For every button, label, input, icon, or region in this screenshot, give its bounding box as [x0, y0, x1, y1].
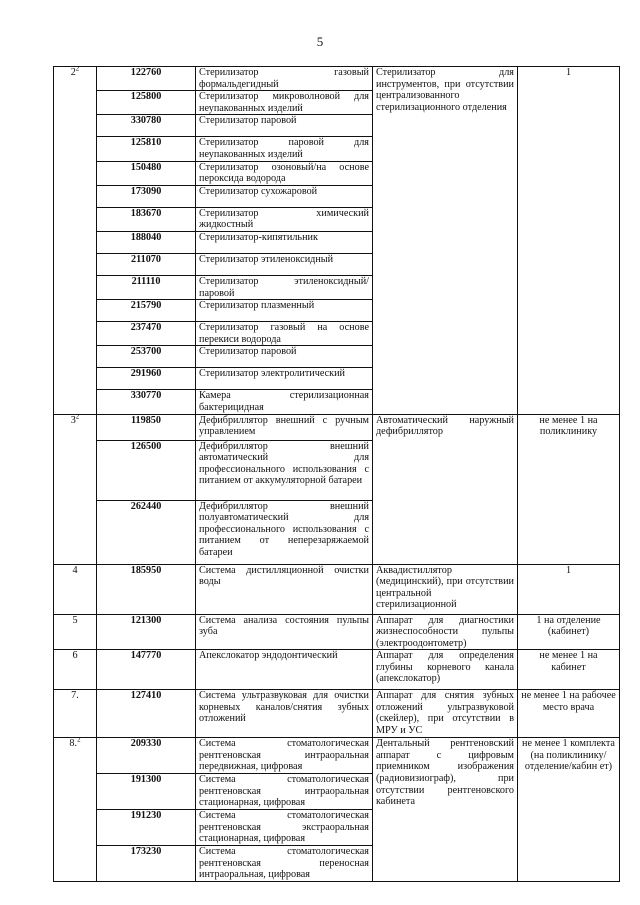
table-row [54, 67, 620, 91]
equipment-code: 185950 [97, 564, 196, 614]
equipment-code: 125810 [97, 137, 196, 161]
equipment-code: 262440 [97, 500, 196, 564]
row-number [54, 738, 97, 882]
equipment-name: Стерилизатор газовый формальдегидный [196, 67, 373, 91]
equipment-code: 330770 [97, 390, 196, 414]
equipment-requirement: Аппарат для снятия зубных отложений ультразвуковой (скейлер), при отсутствии в МРУ и УС [373, 690, 518, 738]
page-number: 5 [316, 34, 324, 49]
row-number [54, 414, 97, 564]
equipment-quantity: 1 [518, 564, 620, 614]
equipment-name: Стерилизатор плазменный [196, 300, 373, 322]
equipment-name: Система стоматологическая рентгеновская экстраоральная стационарная, цифровая [196, 810, 373, 846]
equipment-code: 119850 [97, 414, 196, 440]
equipment-code: 173230 [97, 846, 196, 882]
table-row [54, 564, 620, 614]
equipment-code: 330780 [97, 115, 196, 137]
equipment-name: Стерилизатор паровой для неупакованных изделий [196, 137, 373, 161]
equipment-code: 147770 [97, 650, 196, 690]
table-row [54, 614, 620, 650]
equipment-requirement: Аквадистиллятор (медицинский), при отсутствии центральной стерилизационной [373, 564, 518, 614]
equipment-name: Система ультразвуковая для очистки корневых каналов/снятия зубных отложений [196, 690, 373, 738]
equipment-name: Система дистилляционной очистки воды [196, 564, 373, 614]
equipment-quantity: не менее 1 на кабинет [518, 650, 620, 690]
equipment-name: Стерилизатор химический жидкостный [196, 207, 373, 231]
row-number [54, 614, 97, 650]
equipment-name: Система стоматологическая рентгеновская переносная интраоральная, цифровая [196, 846, 373, 882]
equipment-requirement: Стерилизатор для инструментов, при отсутствии централизованного стерилизационного отделения [373, 67, 518, 415]
footnote-mark: 2 [77, 737, 81, 744]
equipment-name: Стерилизатор этиленоксидный [196, 253, 373, 275]
equipment-quantity: 1 [518, 67, 620, 415]
equipment-code: 122760 [97, 67, 196, 91]
equipment-quantity: не менее 1 комплекта (на поликлинику/ отделение/кабин ет) [518, 738, 620, 882]
equipment-name: Стерилизатор газовый на основе перекиси водорода [196, 322, 373, 346]
equipment-table [53, 66, 620, 882]
row-number [54, 650, 97, 690]
equipment-name: Дефибриллятор внешний полуавтоматический для профессионального использования с питанием от неперезаряжаемой батареи [196, 500, 373, 564]
equipment-name: Стерилизатор паровой [196, 346, 373, 368]
footnote-mark: 2 [75, 66, 80, 73]
equipment-code: 125800 [97, 91, 196, 115]
equipment-code: 237470 [97, 322, 196, 346]
equipment-name: Дефибриллятор внешний с ручным управлением [196, 414, 373, 440]
equipment-name: Стерилизатор сухожаровой [196, 185, 373, 207]
equipment-name: Стерилизатор этиленоксидный/паровой [196, 275, 373, 299]
equipment-requirement: Аппарат для определения глубины корневого канала (апекслокатор) [373, 650, 518, 690]
equipment-name: Стерилизатор электролитический [196, 368, 373, 390]
table-row [54, 690, 620, 738]
equipment-code: 209330 [97, 738, 196, 774]
equipment-code: 291960 [97, 368, 196, 390]
equipment-quantity: 1 на отделение (кабинет) [518, 614, 620, 650]
row-number [54, 67, 97, 415]
equipment-name: Стерилизатор паровой [196, 115, 373, 137]
equipment-name: Стерилизатор озоновый/на основе пероксида водорода [196, 161, 373, 185]
table-row [54, 414, 620, 440]
equipment-name: Дефибриллятор внешний автоматический для профессионального использования с питанием от аккумуляторной батареи [196, 440, 373, 500]
equipment-code: 191230 [97, 810, 196, 846]
equipment-name: Система стоматологическая рентгеновская интраоральная стационарная, цифровая [196, 774, 373, 810]
row-number-text: 8. [69, 738, 78, 750]
equipment-code: 188040 [97, 231, 196, 253]
equipment-code: 183670 [97, 207, 196, 231]
equipment-code: 150480 [97, 161, 196, 185]
equipment-code: 211110 [97, 275, 196, 299]
row-number-text: 7. [71, 690, 79, 702]
table-row [54, 738, 620, 774]
row-number [54, 564, 97, 614]
row-number-text: 4 [72, 564, 78, 576]
equipment-name: Стерилизатор микроволновой для неупакованных изделий [196, 91, 373, 115]
equipment-name: Камера стерилизационная бактерицидная [196, 390, 373, 414]
equipment-name: Стерилизатор-кипятильник [196, 231, 373, 253]
equipment-code: 121300 [97, 614, 196, 650]
equipment-code: 191300 [97, 774, 196, 810]
equipment-name: Система анализа состояния пульпы зуба [196, 614, 373, 650]
equipment-requirement: Автоматический наружный дефибриллятор [373, 414, 518, 564]
table-row [54, 650, 620, 690]
row-number-text: 6 [72, 650, 78, 662]
equipment-requirement: Дентальный рентгеновский аппарат с цифровым приемником изображения (радиовизиограф), при отсутствии рентгеновского кабинета [373, 738, 518, 882]
equipment-code: 173090 [97, 185, 196, 207]
equipment-name: Система стоматологическая рентгеновская интраоральная передвижная, цифровая [196, 738, 373, 774]
row-number-text: 2 [70, 67, 76, 78]
footnote-mark: 2 [75, 414, 80, 421]
equipment-quantity: не менее 1 на поликлинику [518, 414, 620, 564]
equipment-quantity: не менее 1 на рабочее место врача [518, 690, 620, 738]
row-number-text: 5 [72, 614, 78, 626]
equipment-code: 126500 [97, 440, 196, 500]
row-number-text: 3 [70, 414, 76, 426]
row-number [54, 690, 97, 738]
equipment-code: 253700 [97, 346, 196, 368]
equipment-code: 211070 [97, 253, 196, 275]
equipment-code: 215790 [97, 300, 196, 322]
equipment-code: 127410 [97, 690, 196, 738]
equipment-name: Апекслокатор эндодонтический [196, 650, 373, 690]
equipment-requirement: Аппарат для диагностики жизнеспособности пульпы (электроодонтометр) [373, 614, 518, 650]
